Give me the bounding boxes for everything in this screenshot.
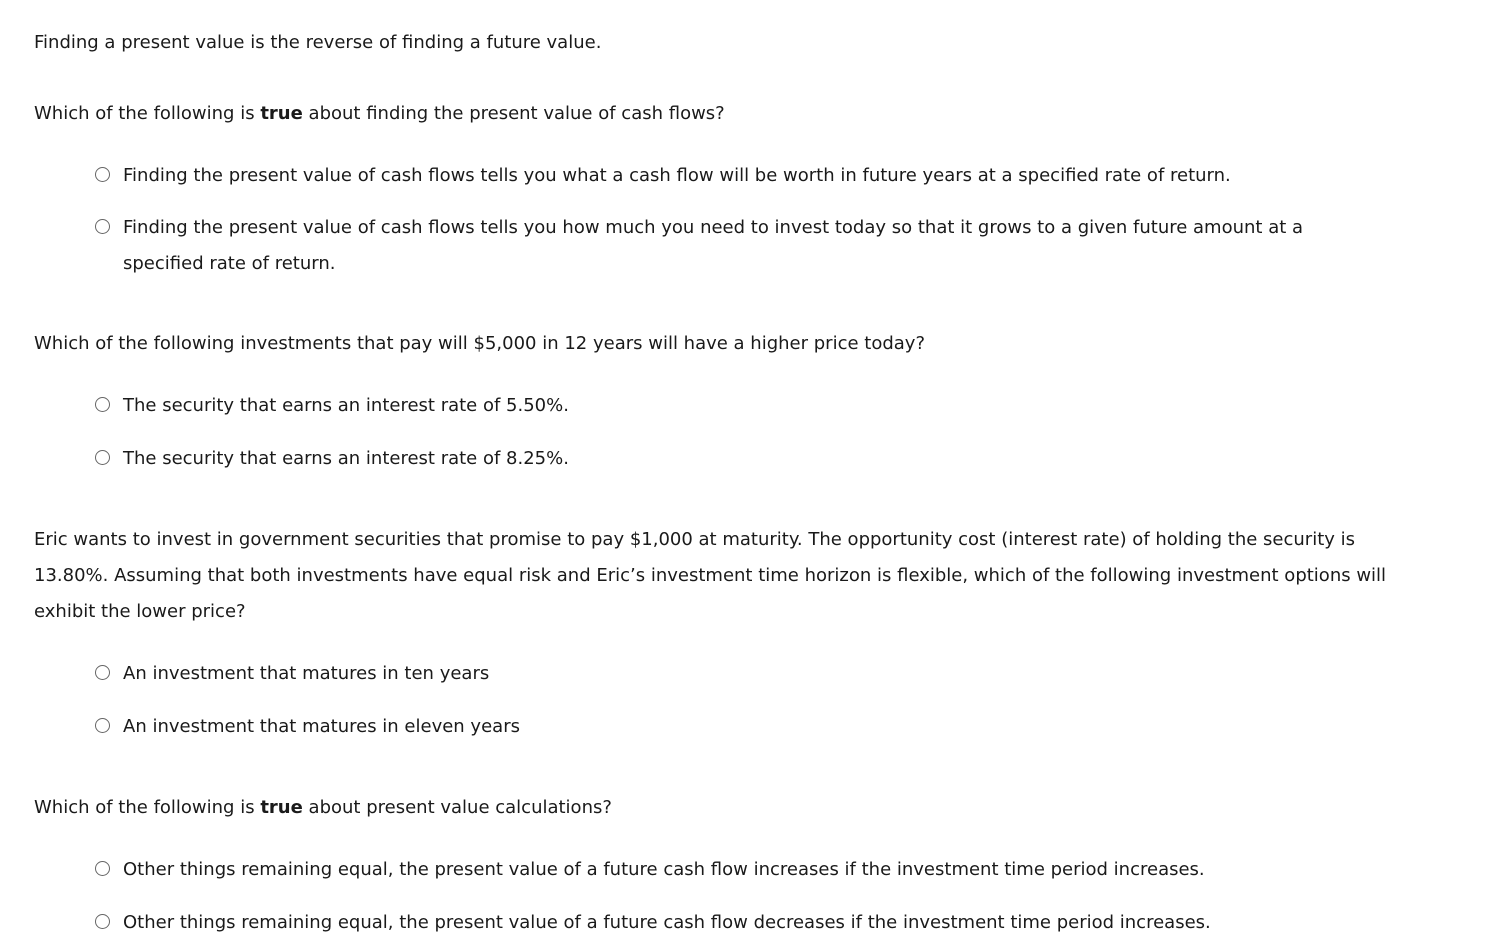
radio-button[interactable] [95, 167, 110, 182]
question-4-suffix: about present value calculations? [302, 797, 612, 818]
question-4-emphasis: true [260, 797, 303, 818]
q4-option-1[interactable] [95, 852, 1375, 888]
question-4-prefix: Which of the following is [34, 797, 261, 818]
q1-option-1[interactable] [95, 158, 1375, 194]
question-4 [34, 790, 1434, 826]
q2-option-2[interactable] [95, 441, 1375, 477]
radio-button[interactable] [95, 914, 110, 929]
q3-option-2-label[interactable]: An investment that matures in eleven years [123, 716, 520, 737]
radio-button[interactable] [95, 665, 110, 680]
radio-button[interactable] [95, 450, 110, 465]
radio-button[interactable] [95, 219, 110, 234]
question-1-suffix: about finding the present value of cash flows? [302, 103, 725, 124]
q1-option-1-label[interactable]: Finding the present value of cash flows tells you what a cash flow will be worth in future years at a specified rate of return. [123, 165, 1231, 186]
radio-button[interactable] [95, 397, 110, 412]
q2-option-1-label[interactable]: The security that earns an interest rate of 5.50%. [123, 395, 569, 416]
q4-option-1-label[interactable]: Other things remaining equal, the present value of a future cash flow increases if the investment time period increases. [123, 859, 1205, 880]
question-1-emphasis: true [260, 103, 303, 124]
question-1 [34, 96, 1434, 132]
q3-option-2[interactable] [95, 709, 1375, 745]
q1-option-2[interactable] [95, 210, 1375, 282]
q3-option-1-label[interactable]: An investment that matures in ten years [123, 663, 490, 684]
question-1-prefix: Which of the following is [34, 103, 261, 124]
radio-button[interactable] [95, 861, 110, 876]
q2-option-2-label[interactable]: The security that earns an interest rate of 8.25%. [123, 448, 569, 469]
q3-option-1[interactable] [95, 656, 1375, 692]
intro-text: Finding a present value is the reverse of finding a future value. [34, 32, 602, 53]
q4-option-2-label[interactable]: Other things remaining equal, the present value of a future cash flow decreases if the investment time period increases. [123, 912, 1211, 933]
question-3: Eric wants to invest in government securities that promise to pay $1,000 at maturity. The opportunity cost (interest rate) of holding the security is 13.80%. Assuming that both investments have equal risk and Eric’s investment time horizon is flexible, which of the following investment options will exhibit the lower price? [34, 529, 1387, 622]
q1-option-2-label[interactable]: Finding the present value of cash flows tells you how much you need to invest today so that it grows to a given future amount at a specified rate of return. [123, 217, 1304, 274]
q2-option-1[interactable] [95, 388, 1375, 424]
q4-option-2[interactable] [95, 905, 1375, 941]
question-2: Which of the following investments that pay will $5,000 in 12 years will have a higher price today? [34, 333, 925, 354]
radio-button[interactable] [95, 718, 110, 733]
